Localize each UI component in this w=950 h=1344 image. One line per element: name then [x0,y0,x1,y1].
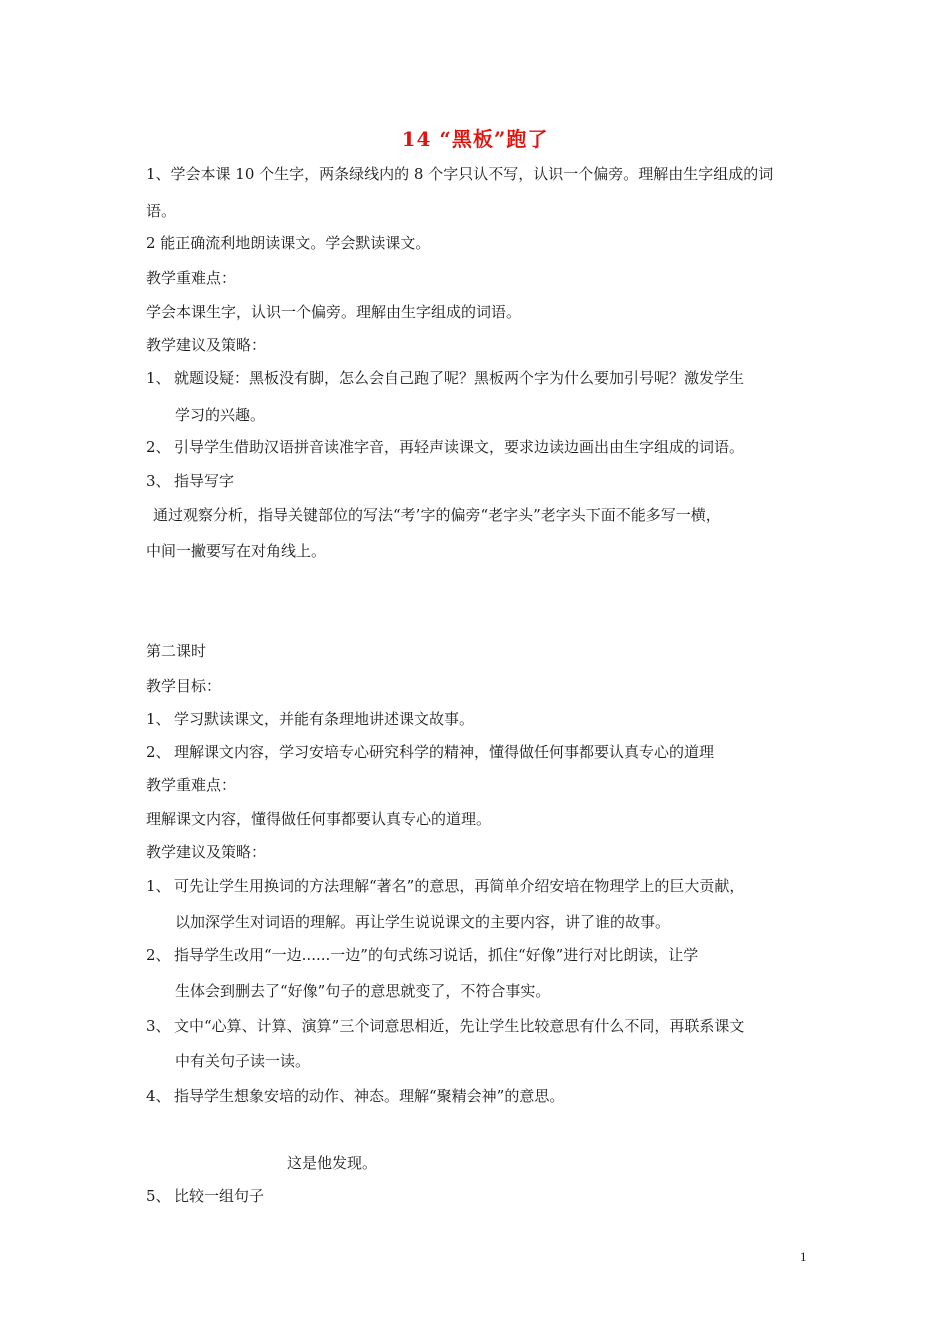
second-lesson-heading: 第二课时 [146,642,207,660]
item-text: 指导学生想象安培的动作、神态。理解“聚精会神”的意思。 [174,1087,565,1105]
strategy-item [146,876,744,896]
key-points-heading: 教学重难点： [146,269,237,287]
item-text: 文中“心算、计算、演算”三个词意思相近，先让学生比较意思有什么不同，再联系课文 [174,1017,745,1035]
goals-heading: 教学目标： [146,677,222,695]
item-text: 就题设疑：黑板没有脚，怎么会自己跑了呢？黑板两个字为什么要加引号呢？激发学生 [174,369,745,387]
page-number: 1 [800,1249,807,1264]
item-number: 3、 [146,1017,171,1035]
item-number: 2、 [146,946,171,964]
item-continuation: 生体会到删去了“好像”句子的意思就变了，不符合事实。 [175,982,551,1000]
strategy-item [146,1086,564,1106]
writing-guidance-line-1: 通过观察分析，指导关键部位的写法“考’字的偏旁“老字头”老字头下面不能多写一横， [153,506,721,524]
goal-1-line-2: 语。 [146,202,177,220]
item-text: 学习默读课文，并能有条理地讲述课文故事。 [174,710,475,728]
item-number: 1、 [146,369,171,387]
writing-guidance-line-2: 中间一撇要写在对角线上。 [146,542,327,560]
goal-1-line-1: 1、学会本课 10 个生字，两条绿线内的 8 个字只认不写，认识一个偏旁。理解由生字组成的词 [146,165,774,183]
strategy-item [146,437,744,457]
item-continuation: 中有关句子读一读。 [175,1052,311,1070]
item-number: 2、 [146,438,171,456]
indented-sentence: 这是他发现。 [287,1154,378,1172]
item-text: 引导学生借助汉语拼音读准字音，再轻声读课文，要求边读边画出由生字组成的词语。 [174,438,745,456]
strategy-heading: 教学建议及策略： [146,336,267,354]
item-text: 理解课文内容，学习安培专心研究科学的精神，懂得做任何事都要认真专心的道理 [174,743,715,761]
strategy-item [146,471,234,491]
item-number: 1、 [146,877,171,895]
item-number: 4、 [146,1087,171,1105]
goal-item [146,742,714,762]
key-points-text-2: 理解课文内容，懂得做任何事都要认真专心的道理。 [146,810,492,828]
strategy-item [146,945,698,965]
item-text: 指导学生改用“一边......一边”的句式练习说话，抓住“好像”进行对比朗读，让学 [174,946,699,964]
strategy-item [146,368,744,388]
item-text: 比较一组句子 [174,1187,265,1205]
item-number: 3、 [146,472,171,490]
goal-item [146,709,474,729]
item-number: 1、 [146,710,171,728]
lesson-title: 14 “黑板”跑了 [401,127,549,151]
key-points-text: 学会本课生字，认识一个偏旁。理解由生字组成的词语。 [146,303,522,321]
item-continuation: 学习的兴趣。 [175,406,266,424]
item-number: 2、 [146,743,171,761]
item-text: 可先让学生用换词的方法理解“著名”的意思，再简单介绍安培在物理学上的巨大贡献， [174,877,745,895]
goal-2: 2 能正确流利地朗读课文。学会默读课文。 [146,234,431,252]
item-continuation: 以加深学生对词语的理解。再让学生说说课文的主要内容，讲了谁的故事。 [175,913,671,931]
strategy-heading-2: 教学建议及策略： [146,843,267,861]
strategy-item [146,1016,744,1036]
strategy-item [146,1186,264,1206]
item-number: 5、 [146,1187,171,1205]
key-points-heading-2: 教学重难点： [146,776,237,794]
item-text: 指导写字 [174,472,235,490]
